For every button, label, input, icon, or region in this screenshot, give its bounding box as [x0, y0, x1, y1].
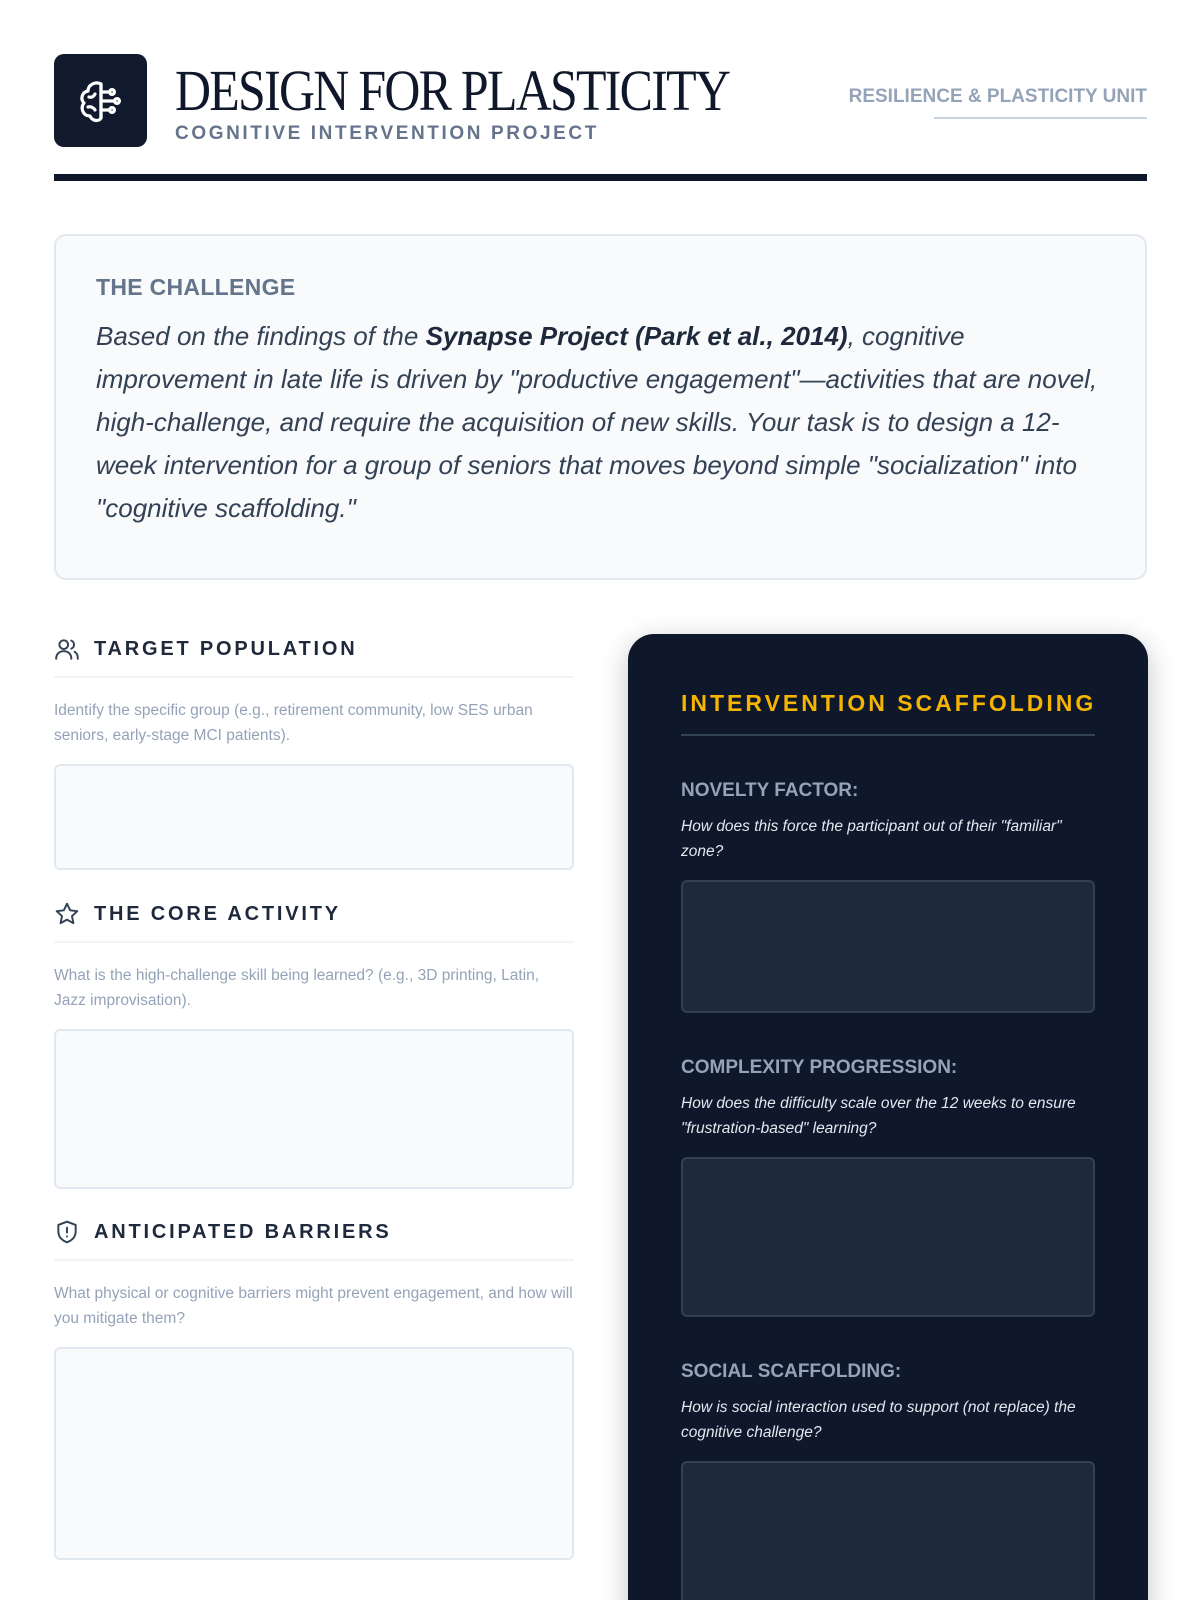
section-title: TARGET POPULATION	[94, 637, 358, 660]
section-target-population	[54, 633, 574, 870]
section-title: ANTICIPATED BARRIERS	[94, 1220, 392, 1243]
shield-alert-icon	[54, 1219, 80, 1245]
challenge-card	[54, 234, 1147, 580]
unit-underline	[934, 117, 1147, 119]
page-title: DESIGN FOR PLASTICITY	[175, 58, 730, 123]
section-header	[54, 1216, 574, 1248]
section-divider	[54, 941, 574, 943]
section-title: THE CORE ACTIVITY	[94, 902, 341, 925]
intervention-scaffolding-panel	[628, 634, 1148, 1600]
challenge-text	[96, 315, 1105, 530]
novelty-factor-input[interactable]	[681, 880, 1095, 1013]
complexity-progression-input[interactable]	[681, 1157, 1095, 1317]
page-header	[54, 54, 1147, 181]
social-scaffolding-input[interactable]	[681, 1461, 1095, 1600]
challenge-citation: Synapse Project (Park et al., 2014)	[425, 321, 848, 351]
header-divider	[54, 174, 1147, 181]
challenge-text-rest: , cognitive improvement in late life is driven by "productive engagement"—activities that are novel, high-challenge, and require the acquisition of new skills. Your task is to design a 12-week intervention for a group of seniors that moves beyond simple "socialization" into "cognitive scaffolding."	[96, 321, 1098, 523]
target-population-input[interactable]	[54, 764, 574, 870]
question-description: How does the difficulty scale over the 12 weeks to ensure "frustration-based" learning?	[681, 1095, 1076, 1137]
section-description: What is the high-challenge skill being learned? (e.g., 3D printing, Latin, Jazz improvisation).	[54, 967, 540, 1009]
logo	[54, 54, 147, 147]
section-anticipated-barriers	[54, 1216, 574, 1560]
challenge-heading: THE CHALLENGE	[96, 274, 296, 300]
panel-title: INTERVENTION SCAFFOLDING	[681, 690, 1097, 716]
question-complexity-progression	[681, 1057, 1095, 1317]
core-activity-input[interactable]	[54, 1029, 574, 1189]
question-description: How does this force the participant out of their "familiar" zone?	[681, 818, 1062, 860]
panel-divider	[681, 734, 1095, 736]
section-divider	[54, 1259, 574, 1261]
section-description: What physical or cognitive barriers might prevent engagement, and how will you mitigate them?	[54, 1285, 573, 1327]
unit-label: RESILIENCE & PLASTICITY UNIT	[848, 86, 1147, 107]
question-social-scaffolding	[681, 1361, 1095, 1600]
users-icon	[54, 636, 80, 662]
section-header	[54, 898, 574, 930]
star-icon	[54, 901, 80, 927]
anticipated-barriers-input[interactable]	[54, 1347, 574, 1560]
question-label: COMPLEXITY PROGRESSION:	[681, 1057, 958, 1078]
brain-icon	[75, 75, 127, 127]
question-label: SOCIAL SCAFFOLDING:	[681, 1361, 902, 1382]
question-label: NOVELTY FACTOR:	[681, 780, 859, 801]
page-subtitle: COGNITIVE INTERVENTION PROJECT	[175, 123, 599, 144]
section-header	[54, 633, 574, 665]
question-description: How is social interaction used to support (not replace) the cognitive challenge?	[681, 1399, 1076, 1441]
section-core-activity	[54, 898, 574, 1189]
question-novelty-factor	[681, 780, 1095, 1013]
challenge-text-lead: Based on the findings of the	[96, 321, 426, 351]
section-description: Identify the specific group (e.g., retirement community, low SES urban seniors, early-stage MCI patients).	[54, 702, 533, 744]
section-divider	[54, 676, 574, 678]
